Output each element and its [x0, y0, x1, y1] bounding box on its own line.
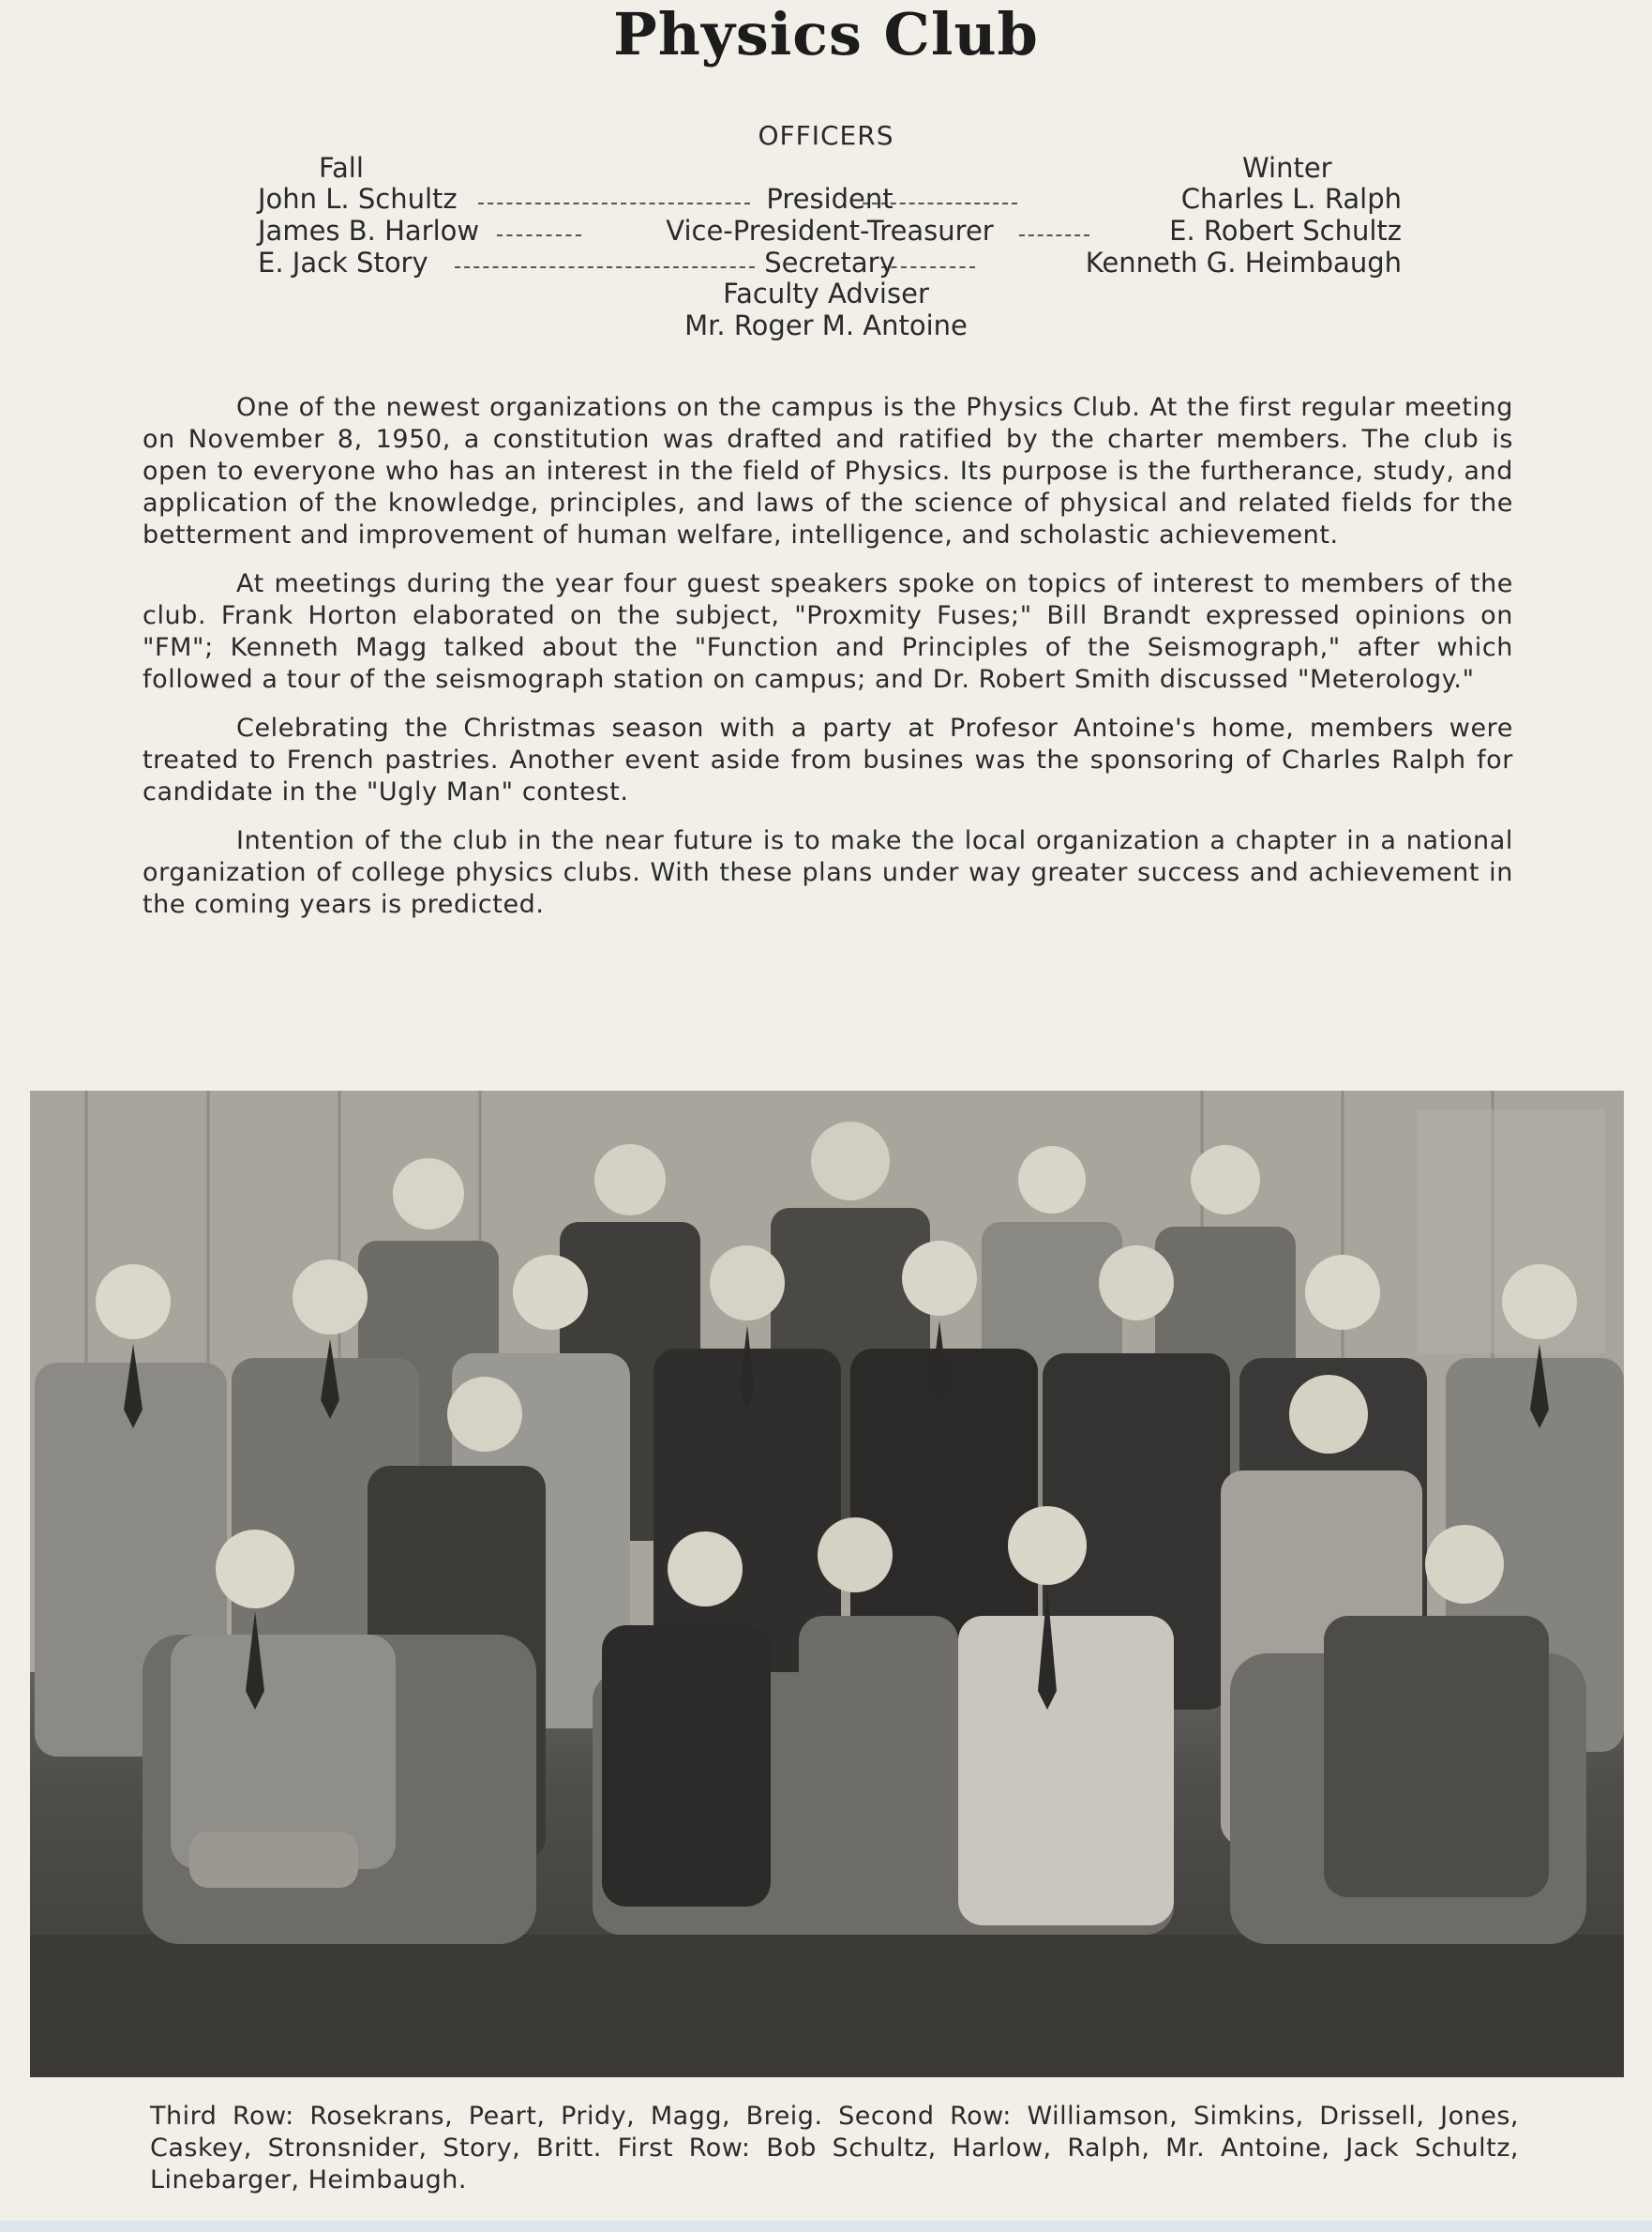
officers-heading: OFFICERS: [758, 120, 894, 151]
winter-officer-name: Charles L. Ralph: [1180, 183, 1402, 215]
faculty-adviser-name: Mr. Roger M. Antoine: [684, 309, 968, 341]
paragraph: At meetings during the year four guest speakers spoke on topics of interest to members of the club. Frank Horton elaborated on the subject, "Proxmity Fuses;" Bill Brandt expressed opinions on "FM"; Kenneth Magg talked about the "Function and Principles of the Seismograph," after which followed a tour of the seismograph station on campus; and Dr. Robert Smith discussed "Meterology.": [143, 569, 1513, 694]
paragraph: Celebrating the Christmas season with a party at Profesor Antoine's home, members were treated to French pastries. Another event aside from busines was the sponsoring of Charles Ralph for candidate in the "Ugly Man" contest.: [143, 714, 1513, 807]
fall-officer-name: E. Jack Story: [258, 247, 428, 279]
fall-term-label: Fall: [319, 152, 364, 184]
officer-row-secretary: [258, 247, 1402, 279]
winter-officer-name: E. Robert Schultz: [1169, 215, 1402, 247]
article-body: [143, 392, 1513, 938]
winter-officer-name: Kenneth G. Heimbaugh: [1085, 247, 1402, 279]
group-photo-illustration: [30, 1091, 1624, 2077]
viewer-bottom-edge: [0, 2221, 1652, 2232]
photo-caption: Third Row: Rosekrans, Peart, Pridy, Magg, Breig. Second Row: Williamson, Simkins, Drissell, Jones, Caskey, Stronsnider, Story, Britt. First Row: Bob Schultz, Harlow, Ralph, Mr. Antoine, Jack Schultz, Linebarger, Heimbaugh.: [150, 2102, 1519, 2194]
fall-officer-name: John L. Schultz: [258, 183, 458, 215]
officer-row-vice-president: [258, 215, 1402, 247]
officer-row-president: [258, 183, 1402, 215]
officer-role: Vice-President-Treasurer: [666, 215, 994, 247]
group-photo: [30, 1091, 1624, 2077]
paragraph: Intention of the club in the near future is to make the local organization a chapter in a national organization of college physics clubs. With these plans under way greater success and achievement in the coming years is predicted.: [143, 826, 1513, 919]
officer-role: Secretary: [764, 247, 895, 279]
winter-term-label: Winter: [1242, 152, 1332, 184]
page-title: Physics Club: [613, 0, 1039, 68]
officer-role: President: [766, 183, 894, 215]
paragraph: One of the newest organizations on the campus is the Physics Club. At the first regular meeting on November 8, 1950, a constitution was drafted and ratified by the charter members. The club is open to everyone who has an interest in the field of Physics. Its purpose is the furtherance, study, and application of the knowledge, principles, and laws of the science of physical and related fields for the betterment and improvement of human welfare, intelligence, and scholastic achievement.: [143, 393, 1513, 550]
faculty-adviser-label: Faculty Adviser: [723, 278, 929, 309]
fall-officer-name: James B. Harlow: [258, 215, 480, 247]
